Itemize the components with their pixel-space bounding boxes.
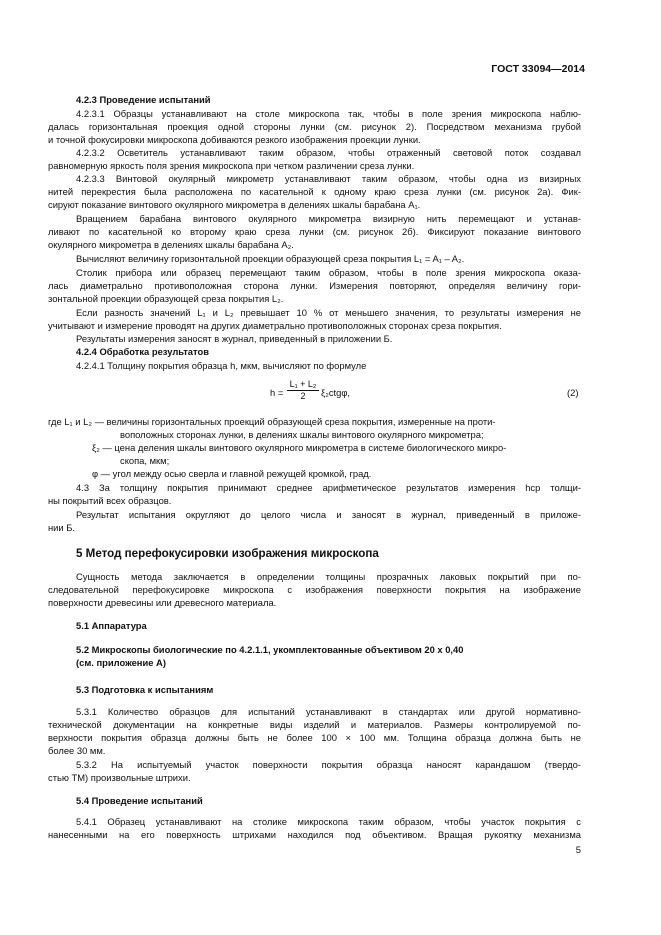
paragraph-line: 4.2.3.1 Образцы устанавливают на столе микроскопа так, чтобы в поле зрения микроскопа наблю- bbox=[76, 108, 581, 119]
paragraph-line: 4.3 За толщину покрытия принимают среднее арифметическое результатов измерения hср толщи- bbox=[76, 482, 581, 493]
paragraph-line: Если разность значений L₁ и L₂ превышает 10 % от меньшего значения, то результаты измерения не bbox=[76, 307, 581, 318]
page-number: 5 bbox=[575, 844, 581, 855]
formula-denominator: 2 bbox=[300, 391, 306, 401]
section-heading: 4.2.4 Обработка результатов bbox=[76, 346, 209, 357]
where-line: воположных сторонах лунки, в делениях шкалы винтового окулярного микрометра; bbox=[120, 429, 484, 440]
paragraph-line: следовательной перефокусировке микроскопа с изображения поверхности покрытия на изображение bbox=[48, 584, 581, 595]
paragraph-line: окулярного микрометра в делениях шкалы барабана A₂. bbox=[48, 239, 294, 250]
paragraph-line: верхности покрытия образца должны быть не более 100 × 100 мм. Толщина образца должна быть не bbox=[48, 732, 581, 743]
subsection-heading: 5.2 Микроскопы биологические по 4.2.1.1, укомплектованные объективом 20 х 0,40 bbox=[76, 644, 464, 655]
subsection-heading: (см. приложение А) bbox=[76, 657, 166, 668]
where-line: где L₁ и L₂ — величины горизонтальных проекций образующей среза покрытия, измеренные на проти- bbox=[48, 416, 496, 427]
document-number: ГОСТ 33094—2014 bbox=[491, 63, 585, 75]
section-heading: 4.2.3 Проведение испытаний bbox=[76, 94, 211, 105]
paragraph-line: нанесенными на его поверхность штрихами находился под объективом. Вращая рукоятку механизма bbox=[48, 829, 581, 840]
paragraph-line: нитей перекрестия была расположена по касательной к одному краю среза лунки (см. рисунок 2а). Фик- bbox=[48, 186, 581, 197]
paragraph-line: 5.3.2 На испытуемый участок поверхности покрытия образца наносят карандашом (твердо- bbox=[76, 759, 581, 770]
paragraph-line: нии Б. bbox=[48, 522, 76, 533]
paragraph-line: и точной фокусировки микроскопа добиваются резкого изображения проекции лунки. bbox=[48, 134, 421, 145]
paragraph-line: далась горизонтальная проекция одной стороны лунки (см. рисунок 2). Посредством механизма грубой bbox=[48, 121, 581, 132]
where-line: скопа, мкм; bbox=[120, 455, 170, 466]
paragraph-line: Результаты измерения заносят в журнал, приведенный в приложении Б. bbox=[76, 333, 393, 344]
paragraph-line: Вычисляют величину горизонтальной проекции образующей среза покрытия L₁ = A₁ – A₂. bbox=[76, 253, 465, 264]
paragraph-line: зонтальной проекции образующей среза покрытия L₂. bbox=[48, 293, 284, 304]
paragraph-line: 4.2.4.1 Толщину покрытия образца h, мкм, вычисляют по формуле bbox=[76, 360, 367, 371]
paragraph-line: учитывают и измерение проводят на других диаметрально противоположных сторонах среза покрытия. bbox=[48, 320, 502, 331]
formula-rhs: ξ₂ctgφ, bbox=[321, 387, 351, 398]
paragraph-line: Результат испытания округляют до целого числа и заносят в журнал, приведенный в приложе- bbox=[76, 509, 581, 520]
where-line: φ — угол между осью сверла и главной режущей кромкой, град. bbox=[92, 468, 372, 479]
paragraph-line: стью ТМ) произвольные штрихи. bbox=[48, 772, 191, 783]
paragraph-line: Вращением барабана винтового окулярного микрометра визирную нить перемещают и устанав- bbox=[76, 213, 581, 224]
paragraph-line: Сущность метода заключается в определении толщины прозрачных лаковых покрытий при по- bbox=[76, 571, 581, 582]
paragraph-line: ливают по касательной ко второму краю среза лунки (см. рисунок 2б). Фиксируют показание винтового bbox=[48, 226, 581, 237]
paragraph-line: сируют показание винтового окулярного микрометра в делениях шкалы барабана A₁. bbox=[48, 199, 421, 210]
paragraph-line: ны покрытий всех образцов. bbox=[48, 495, 172, 506]
paragraph-line: 4.2.3.2 Осветитель устанавливают таким образом, чтобы отраженный световой поток создавал bbox=[76, 147, 581, 158]
paragraph-line: более 30 мм. bbox=[48, 745, 106, 756]
paragraph-line: поверхности древесины или древесного материала. bbox=[48, 597, 277, 608]
paragraph-line: технической документации на конкретные виды изделий и материалов. Размеры контролируемой по- bbox=[48, 719, 581, 730]
paragraph-line: 5.4.1 Образец устанавливают на столике микроскопа таким образом, чтобы участок покрытия с bbox=[76, 816, 581, 827]
formula-numerator: L₁ + L₂ bbox=[287, 379, 319, 391]
formula-fraction bbox=[287, 379, 319, 401]
paragraph-line: 4.2.3.3 Винтовой окулярный микрометр устанавливают таким образом, чтобы одна из визирных bbox=[76, 173, 581, 184]
subsection-heading: 5.4 Проведение испытаний bbox=[76, 795, 203, 806]
paragraph-line: лась диаметрально противоположная сторона лунки. Измерения повторяют, определяя величину гори- bbox=[48, 280, 581, 291]
paragraph-line: Столик прибора или образец перемещают таким образом, чтобы в поле зрения микроскопа оказа- bbox=[76, 267, 581, 278]
paragraph-line: 5.3.1 Количество образцов для испытаний устанавливают в стандартах или другой нормативно- bbox=[76, 706, 581, 717]
subsection-heading: 5.1 Аппаратура bbox=[76, 620, 147, 631]
paragraph-line: равномерную яркость поля зрения микроскопа при четком различении среза лунки. bbox=[48, 160, 415, 171]
where-line: ξ₂ — цена деления шкалы винтового окулярного микрометра в системе биологического микро- bbox=[92, 442, 507, 453]
section-5-heading: 5 Метод перефокусировки изображения микроскопа bbox=[76, 547, 379, 560]
formula-number: (2) bbox=[567, 387, 579, 398]
formula-lhs: h = bbox=[270, 387, 284, 398]
subsection-heading: 5.3 Подготовка к испытаниям bbox=[76, 684, 214, 695]
